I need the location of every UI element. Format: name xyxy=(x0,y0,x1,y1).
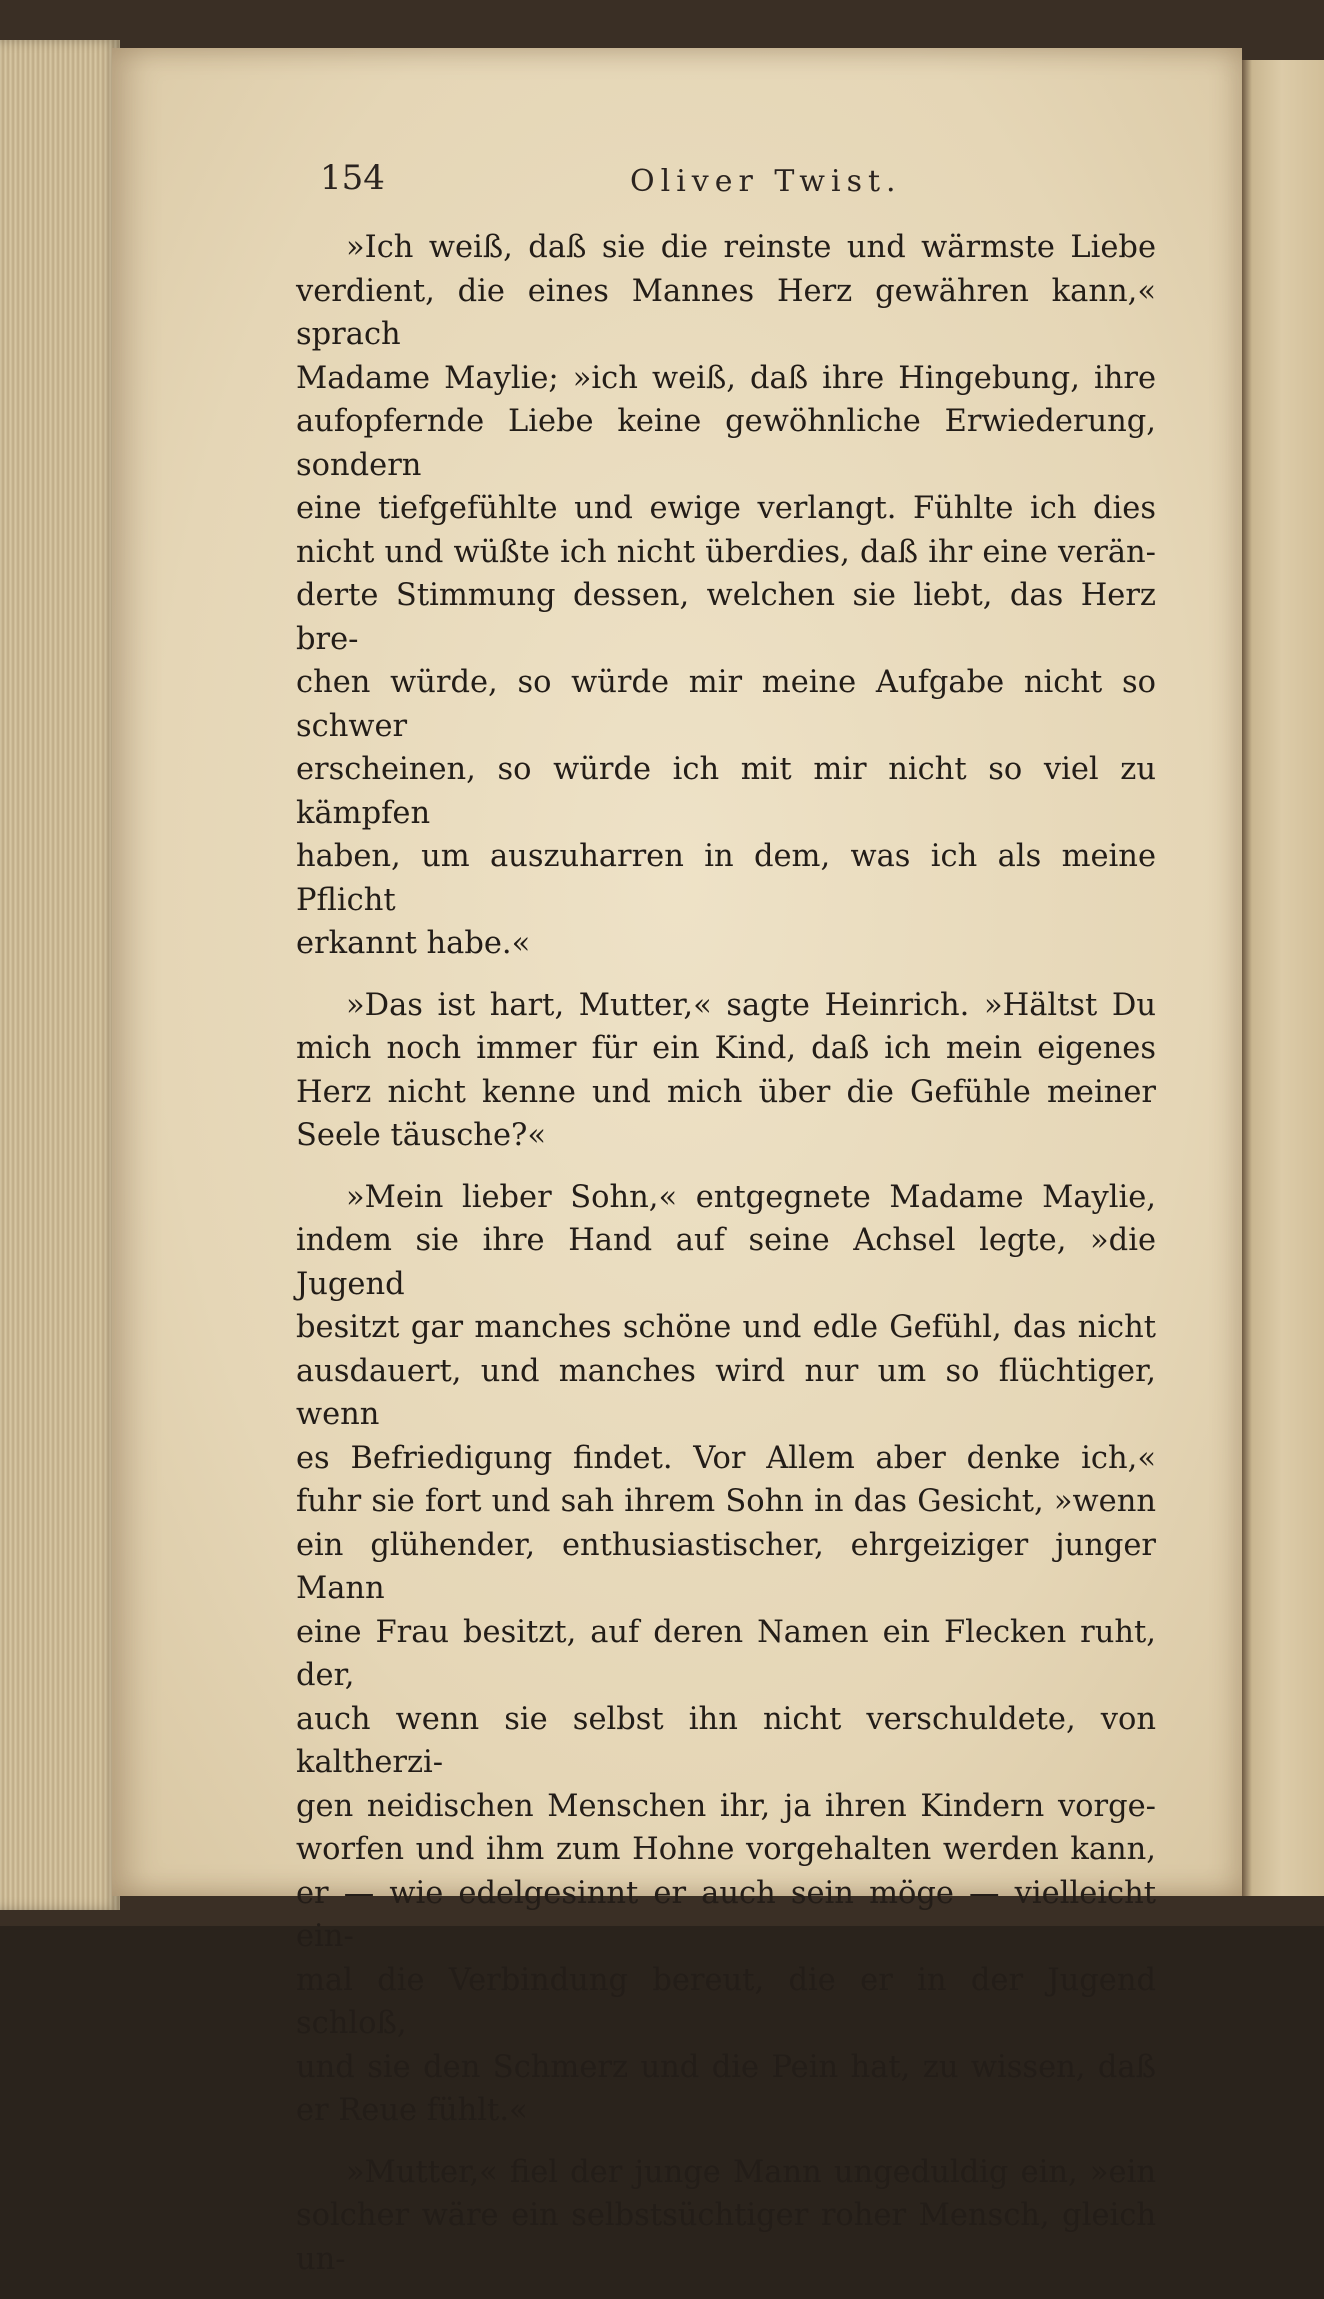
text-line: eine tiefgefühlte und ewige verlangt. Fühlte ich dies xyxy=(296,491,1156,526)
page-header xyxy=(210,158,970,208)
text-line: Herz nicht kenne und mich über die Gefühle meiner xyxy=(296,1074,1156,1110)
facing-page-edge xyxy=(1242,60,1324,1896)
text-line: »Mein lieber Sohn,« entgegnete Madame Maylie, xyxy=(346,1179,1156,1215)
paragraph xyxy=(296,226,1156,966)
text-line: und sie den Schmerz und die Pein hat, zu wissen, daß xyxy=(296,2049,1156,2085)
text-line: Seele täusche?« xyxy=(296,1118,547,1153)
text-line: haben, um auszuharren in dem, was ich als meine Pflicht xyxy=(296,839,1156,918)
text-line: Madame Maylie; »ich weiß, daß ihre Hingebung, ihre xyxy=(296,360,1156,396)
paragraph xyxy=(296,2151,1156,2282)
text-line: »Mutter,« fiel der junge Mann ungeduldig ein, »ein xyxy=(346,2154,1156,2190)
text-line: er Reue fühlt.« xyxy=(296,2093,528,2128)
text-line: mich noch immer für ein Kind, daß ich mein eigenes xyxy=(296,1031,1156,1066)
text-line: besitzt gar manches schöne und edle Gefühl, das nicht xyxy=(296,1310,1156,1345)
body-text xyxy=(296,226,1156,2299)
text-line: aufopfernde Liebe keine gewöhnliche Erwiederung, sondern xyxy=(296,404,1156,483)
text-line: chen würde, so würde mir meine Aufgabe nicht so schwer xyxy=(296,665,1156,744)
page-number: 154 xyxy=(320,158,385,198)
text-line: nicht und wüßte ich nicht überdies, daß ihr eine verän- xyxy=(296,534,1156,570)
text-line: »Das ist hart, Mutter,« sagte Heinrich. »Hältst Du xyxy=(346,987,1156,1023)
text-line: ein glühender, enthusiastischer, ehrgeiziger junger Mann xyxy=(296,1527,1156,1606)
text-line: solcher wäre ein selbstsüchtiger roher Mensch, gleich un- xyxy=(296,2198,1156,2277)
text-line: erkannt habe.« xyxy=(296,926,531,961)
paragraph xyxy=(296,1176,1156,2133)
page-edges xyxy=(0,40,120,1910)
text-line: er — wie edelgesinnt er auch sein möge — vielleicht ein- xyxy=(296,1875,1156,1954)
text-line: auch wenn sie selbst ihn nicht verschuldete, von kaltherzi- xyxy=(296,1701,1156,1780)
text-line: ausdauert, und manches wird nur um so flüchtiger, wenn xyxy=(296,1353,1156,1432)
text-line: verdient, die eines Mannes Herz gewähren kann,« sprach xyxy=(296,273,1156,352)
text-line: indem sie ihre Hand auf seine Achsel legte, »die Jugend xyxy=(296,1223,1156,1302)
text-line: worfen und ihm zum Hohne vorgehalten werden kann, xyxy=(296,1832,1156,1867)
text-line: erscheinen, so würde ich mit mir nicht so viel zu kämpfen xyxy=(296,752,1156,831)
text-line: mal die Verbindung bereut, die er in der Jugend schloß, xyxy=(296,1962,1156,2041)
running-title: Oliver Twist. xyxy=(630,164,902,199)
paragraph xyxy=(296,984,1156,1158)
text-line: derte Stimmung dessen, welchen sie liebt, das Herz bre- xyxy=(296,578,1156,657)
text-line: eine Frau besitzt, auf deren Namen ein Flecken ruht, der, xyxy=(296,1614,1156,1693)
text-line: es Befriedigung findet. Vor Allem aber denke ich,« xyxy=(296,1440,1156,1476)
text-line: gen neidischen Menschen ihr, ja ihren Kindern vorge- xyxy=(296,1788,1156,1824)
text-line: fuhr sie fort und sah ihrem Sohn in das Gesicht, »wenn xyxy=(296,1484,1156,1519)
text-line: »Ich weiß, daß sie die reinste und wärmste Liebe xyxy=(346,230,1156,265)
